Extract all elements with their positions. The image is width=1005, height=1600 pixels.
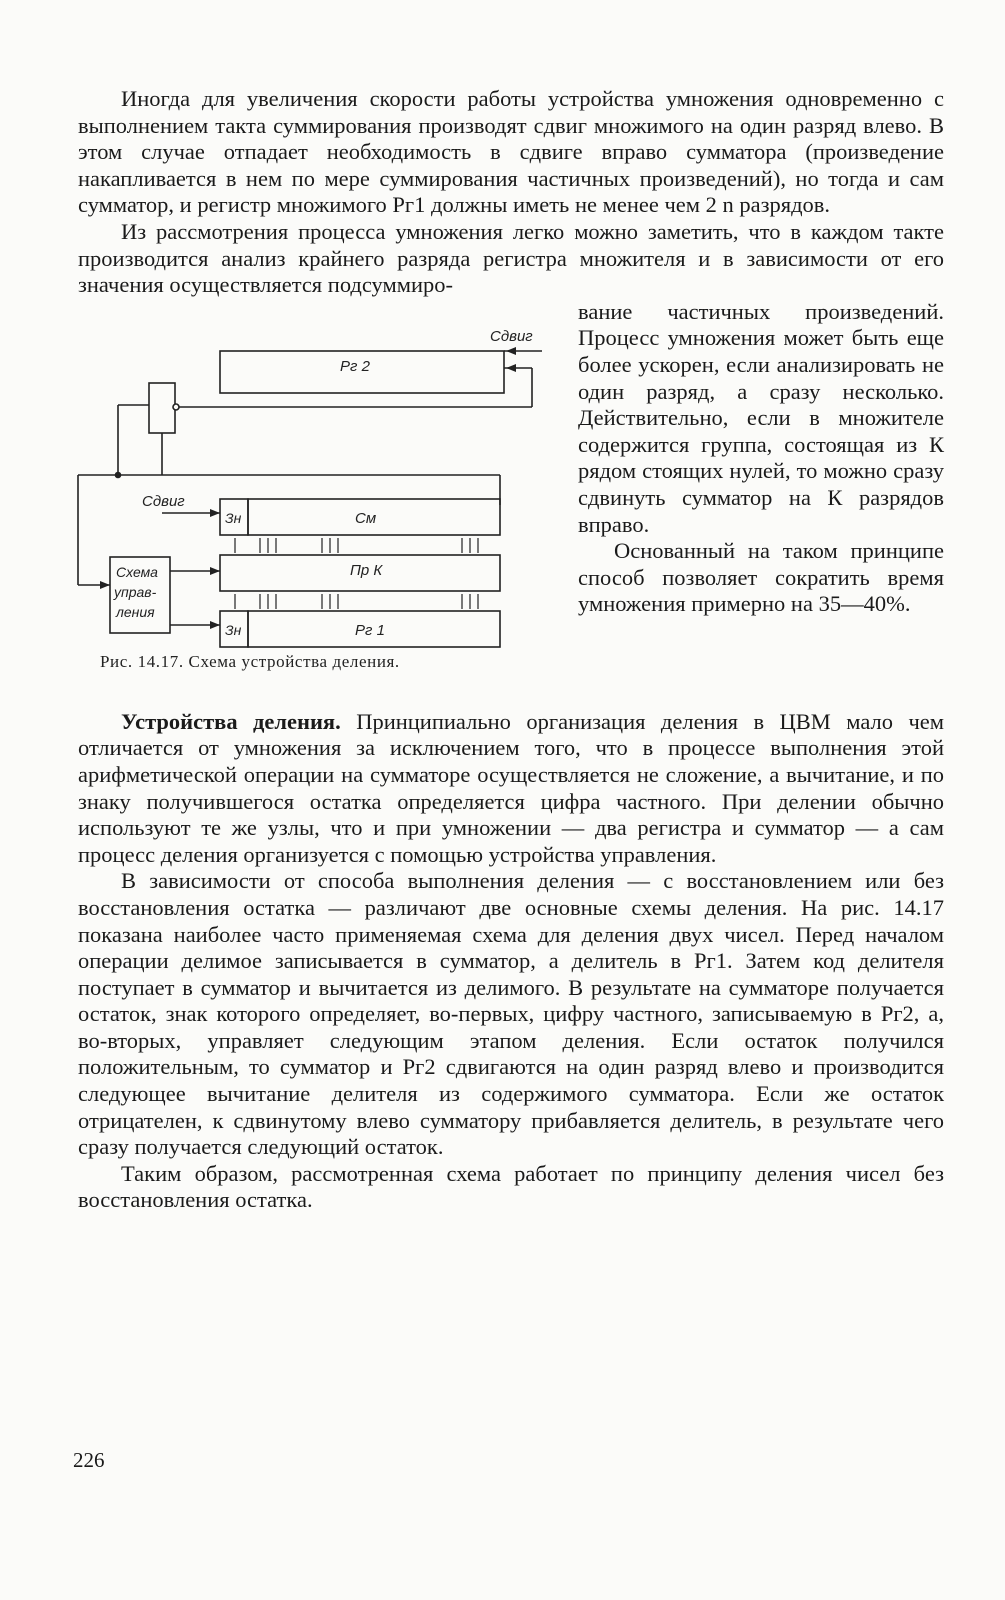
page-number: 226 xyxy=(73,1448,105,1472)
figure-14-17 xyxy=(78,299,578,709)
bus-arrows-2 xyxy=(235,594,478,609)
figure-row xyxy=(78,299,944,709)
paragraph-5: В зависимости от способа выполнения деления — с восстановлением или без восстановления остатка — различают две основные схемы деления. На рис. 14.17 показана наиболее часто применяемая схема для деления двух чисел. Перед началом операции делимое записывается в сумматор, а делитель в Рг1. Затем код делителя поступает в сумматор и вычитается из делимого. В результате на сумматоре получается остаток, знак которого определяет, во-первых, цифру частного, записываемую в Рг2, а, во-вторых, управляет следующим этапом деления. Если остаток получился положительным, то сумматор и Рг2 сдвигаются на один разряд влево и производится следующее вычитание делителя из содержимого сумматора. Если же остаток отрицателен, к сдвинутому влево сумматору прибавляется делитель, в результате чего сразу получается следующий остаток. xyxy=(78,868,944,1160)
paragraph-4-body: Принципиально организация деления в ЦВМ мало чем отличается от умножения за исключением того, что в процессе выполнения этой арифметической операции на сумматоре осуществляется не сложение, а вычитание, и по знаку получившегося остатка определяется цифра частного. При делении обычно используют те же узлы, что и при умножении — два регистра и сумматор — а сам процесс деления организуется с помощью устройства управления. xyxy=(78,708,944,867)
zn1-label: Зн xyxy=(225,509,242,526)
shift-left-label: Сдвиг xyxy=(142,492,185,510)
paragraph-2-continued: вание частичных произведений. Процесс умножения может быть еще более ускорен, если анализировать не один разряд, а сразу несколько. Действительно, если в множителе содержится группа, состоящая из К рядом стоящих нулей, то можно сразу сдвинуть сумматор на К разрядов вправо. xyxy=(578,298,944,537)
control-label-2: управ- xyxy=(114,583,157,600)
control-label-3: ления xyxy=(116,603,155,620)
paragraph-6: Таким образом, рассмотренная схема работает по принципу деления чисел без восстановления остатка. xyxy=(78,1160,944,1213)
paragraph-1: Иногда для увеличения скорости работы устройства умножения одновременно с выполнением такта суммирования производят сдвиг множимого на один разряд влево. В этом случае отпадает необходимость в сдвиге вправо сумматора (произведение накапливается в нем по мере суммирования частичных произведений), но тогда и сам сумматор, и регистр множимого Рг1 должны иметь не менее чем 2 n разрядов. xyxy=(78,86,944,218)
figure-side-text xyxy=(578,299,944,709)
zn2-label: Зн xyxy=(225,621,242,638)
paragraph-3: Основанный на таком принципе способ позволяет сократить время умножения примерно на 35—40%. xyxy=(578,538,944,617)
sm-label: См xyxy=(355,509,377,527)
division-device-diagram xyxy=(70,313,570,653)
sign-trigger-block xyxy=(149,383,175,433)
shift-top-label: Сдвиг xyxy=(490,327,533,345)
prk-label: Пр К xyxy=(350,561,383,579)
section-heading: Устройства деления. xyxy=(121,708,341,734)
figure-caption: Рис. 14.17. Схема устройства деления. xyxy=(100,651,400,671)
rg2-label: Рг 2 xyxy=(340,357,370,375)
rg1-label: Рг 1 xyxy=(355,621,385,639)
paragraph-4 xyxy=(78,709,944,869)
bus-arrows-1 xyxy=(235,538,478,553)
control-label-1: Схема xyxy=(116,563,158,580)
page-body xyxy=(78,86,944,1214)
paragraph-2: Из рассмотрения процесса умножения легко можно заметить, что в каждом такте производится анализ крайнего разряда регистра множителя и в зависимости от его значения осуществляется подсуммиро- xyxy=(78,218,944,298)
